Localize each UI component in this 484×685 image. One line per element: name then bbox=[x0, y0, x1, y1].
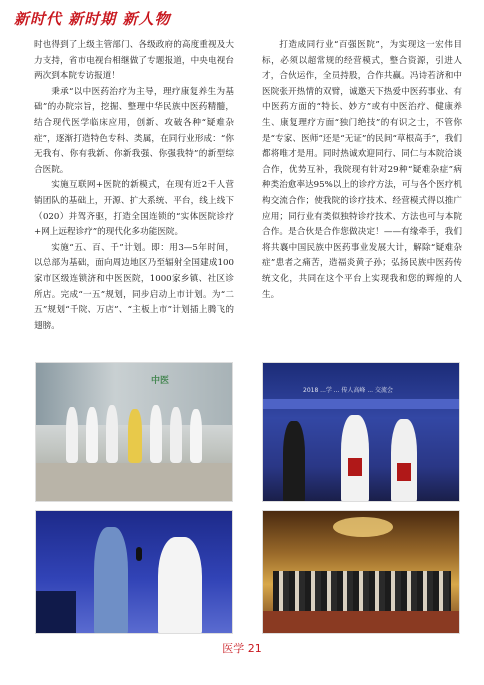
left-text-column bbox=[34, 38, 234, 358]
photo-group-outside-building bbox=[35, 362, 233, 502]
photo-award-ceremony bbox=[262, 362, 460, 502]
left-paragraph-1: 时也得到了上级主管部门、各级政府的高度重视及大力支持，省市电视台相继做了专题报道，中央电视台两次到本院专访报道！ bbox=[34, 40, 234, 82]
photo-sign-text: 中医 bbox=[151, 376, 170, 386]
left-paragraph-2: 秉承“以中医药治疗为主导，理疗康复养生为基础”的办院宗旨，挖掘、整理中华民族中医药精髓，结合现代医学临床应用，创新、攻破各种“疑难杂症”，逐渐打造特色专科、类属，在同行业形成：“你无我有、你有我新、你新我强、你强我特”的新型综合医院。 bbox=[34, 86, 234, 175]
right-paragraph-1: 打造成同行业“百强医院”，为实现这一宏伟目标，必须以超常规的经营模式，整合资源，引进人才，合伙运作，全员持股，合作共赢。冯诗若济和中医院张开热情的双臂，诚邀天下热爱中医药事业、有中医药方面的“特长、妙方”或有中医治疗、健康养生、康复理疗方面“独门绝技”的有识之士，不管你是“专家、医师”还是“无证”的民间“草根高手”，我们都将唯才是用。同时热诚欢迎同行、同仁与本院洽谈合作，优势互补，我院现有针对29种“疑难杂症”病种类治愈率达95%以上的诊疗方法，可与各个医疗机构交流合作；使我院的诊疗技术、经营模式得以推广应用；同行业有类似独特诊疗技术、方法也可与本院合作。是合伙是合作您做决定！——有缘牵手，我们将共襄中国民族中医药事业发展大计，解除“疑难杂症”患者之痛苦，造福炎黄子孙；弘扬民族中医药传统文化，共同在这个平台上实现我和您的辉煌的人生。 bbox=[262, 40, 462, 300]
page-header-title: 新时代 新时期 新人物 bbox=[14, 10, 171, 28]
left-paragraph-3: 实施互联网+医院的新模式，在现有近2千人营销团队的基础上，开源、扩大系统、平台，线上线下（020）并驾齐驱，打造全国连锁的“实体医院诊疗+网上远程诊疗”的现代化多功能医院。 bbox=[34, 180, 234, 238]
left-paragraph-4: 实施“五、百、千”计划。即：用3—5年时间，以总部为基础，面向周边地区乃至辐射全国建成100家市区级连锁济和中医医院，1000家乡镇、社区诊所店。完成“一五”规划，同步启动上市计划。为“二五”规划“千院、万店”、“主板上市”计划插上腾飞的翅膀。 bbox=[34, 242, 234, 331]
photo-banner-text: 2018 ...学 ... 传人高峰 ... 交流会 bbox=[303, 387, 393, 394]
photo-interview bbox=[35, 510, 233, 634]
right-text-column bbox=[262, 38, 462, 350]
photo-banquet-group bbox=[262, 510, 460, 634]
page-number-footer: 医学 21 bbox=[222, 642, 262, 655]
